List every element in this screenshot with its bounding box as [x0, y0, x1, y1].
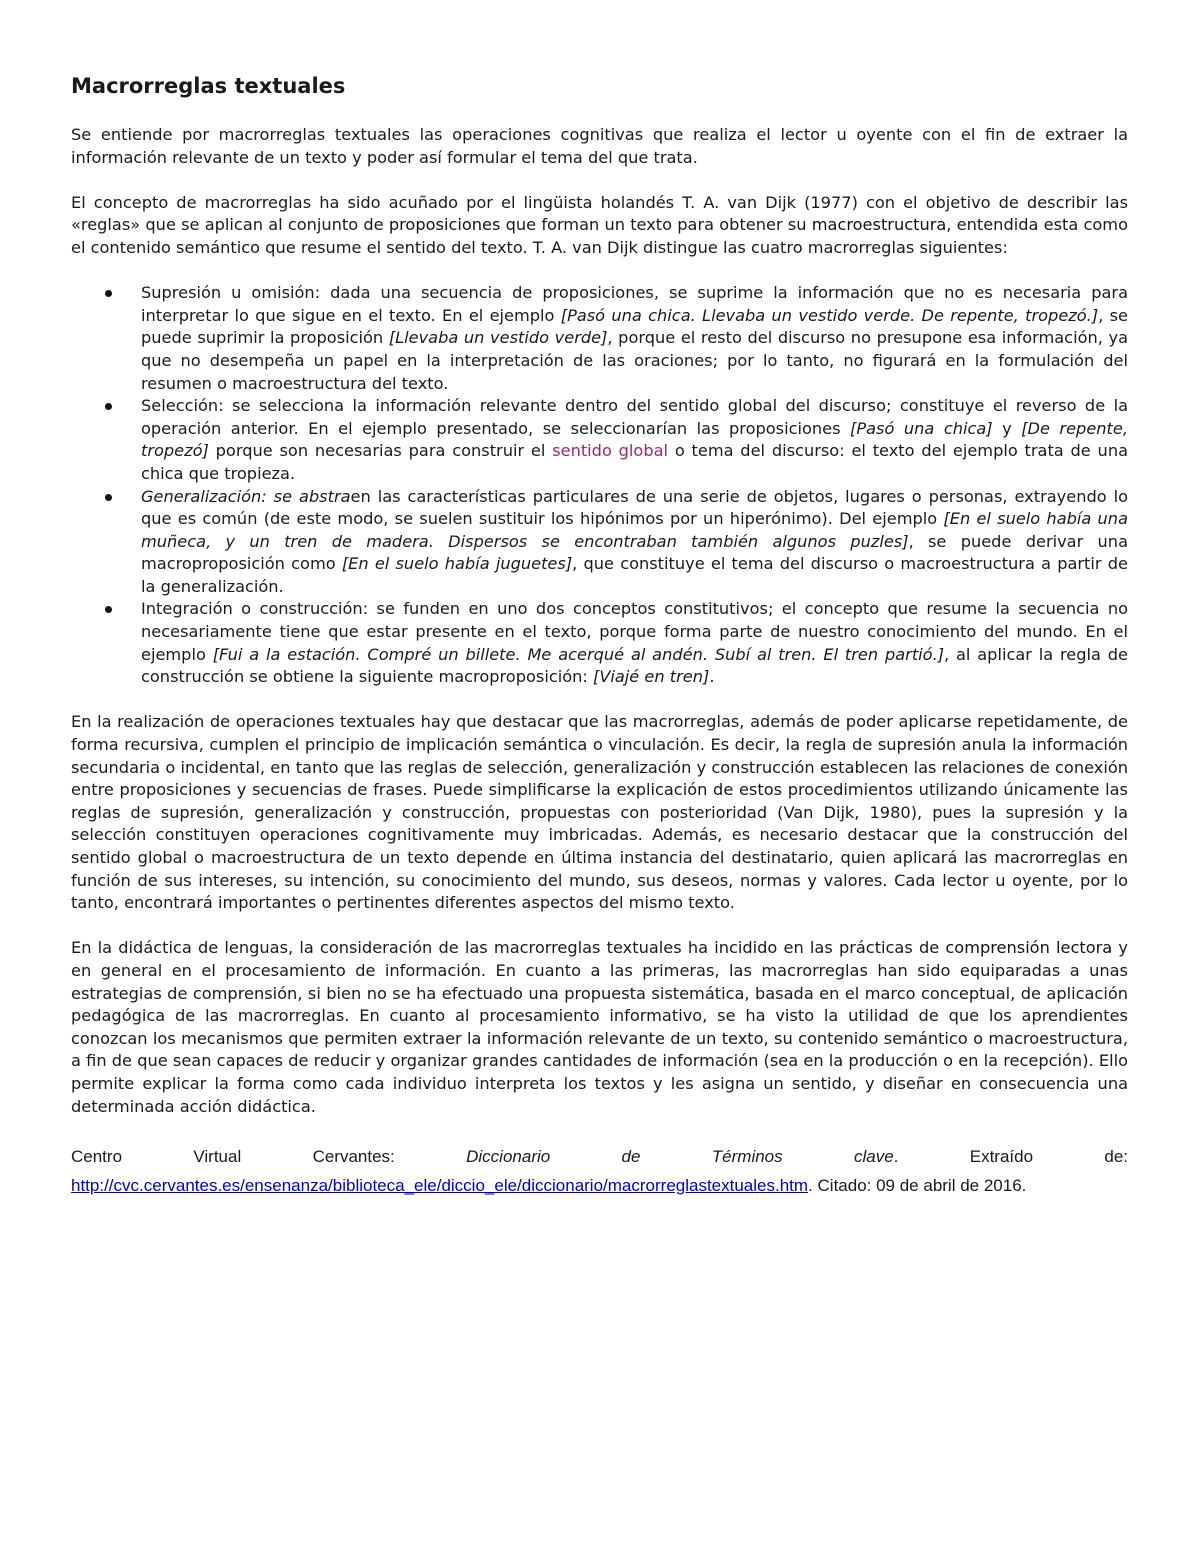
list-item-text: , que constituye el tema del discurso o macroestructura a partir de la generalización. — [141, 554, 1128, 596]
term-proposiciones[interactable]: proposiciones — [388, 215, 501, 235]
list-item-text: porque son necesarias para construir el — [208, 441, 553, 461]
paragraph-definition: Se entiende por macrorreglas textuales las operaciones cognitivas que realiza el lector u oyente con el fin de extraer la información relevante de un texto y poder así formular el tema del que trata. — [71, 125, 1128, 167]
list-item-seleccion — [71, 395, 1128, 485]
list-item-text: . — [709, 667, 715, 687]
bullet-icon — [105, 290, 112, 297]
list-item-text: Integración o construcción: se funden en uno dos conceptos constitutivos; el concepto que resume la secuencia no necesariamente tiene que estar presente en el texto, porque forma parte de nuestro conocimiento del mundo. En el ejemplo — [141, 599, 1128, 664]
term-comprension-lectora[interactable]: comprensión lectora — [945, 938, 1113, 958]
list-item-text: en las características particulares de una serie de objetos, lugares o personas, extrayendo lo que es común (de este modo, se suelen sustituir los hipónimos por un hiperónimo). Del ejemplo — [141, 486, 1128, 529]
list-item-text: Supresión u omisión: dada una secuencia de proposiciones, se suprime la información que no es necesaria para interpretar lo que sigue en el texto. En el ejemplo — [141, 283, 1128, 325]
example-text: [Pasó una chica. Llevaba un vestido verde. De repente, tropezó.] — [560, 305, 1099, 325]
list-item-text: , se puede suprimir la proposición — [141, 305, 1128, 348]
bullet-icon — [105, 494, 112, 501]
list-item-generalizacion — [71, 486, 1128, 599]
example-text: [De repente, tropezó] — [141, 418, 1128, 461]
example-text: [En el suelo había juguetes] — [341, 554, 573, 574]
paragraph-concept-text: , entendida esta como el contenido semántico que resume el sentido del texto. T. A. van Dijk distingue las cuatro macrorreglas siguientes: — [71, 215, 1128, 257]
citation-first-line — [71, 1142, 1128, 1171]
list-item-supresion — [71, 282, 1128, 395]
list-item-text: o tema del discurso: el texto del ejemplo trata de una chica que tropieza. — [141, 441, 1128, 483]
macrorule-list — [71, 282, 1128, 689]
example-text: [Viajé en tren] — [593, 667, 710, 687]
example-text: [Fui a la estación. Compré un billete. Me acerqué al andén. Subí al tren. El tren partió.] — [212, 644, 945, 664]
list-item-text: y — [992, 418, 1022, 438]
citation-date: . Citado: 09 de abril de 2016. — [808, 1176, 1027, 1196]
list-item-text: , porque el resto del discurso no presupone esa información, ya que no desempeña un papel en la interpretación de las oraciones; por lo tanto, no figurará en la formulación del resumen o macroestructura del texto. — [141, 328, 1129, 393]
page-title: Macrorreglas textuales — [71, 74, 346, 98]
paragraph-concept-text: El concepto de macrorreglas ha sido acuñado por el lingüista holandés T. A. van Dijk (1977) con el objetivo de describir las «reglas» que se aplican al conjunto de — [71, 192, 1128, 235]
example-text: [Pasó una chica] — [850, 418, 993, 438]
list-item-text: , se puede derivar una macroproposición como — [141, 531, 1128, 574]
paragraph-didactics-text: y en general en el procesamiento de información. En cuanto a las primeras, las macrorreglas han sido equiparadas a unas estrategias de comprensión, si bien no se ha efectuado una propuesta sistemática, basada en el marco conceptual, de aplicación pedagógica de las macrorreglas. En cuanto al procesamiento informativo, se ha visto la utilidad de que los aprendientes conozcan los mecanismos que permiten extraer la información relevante de un texto, su contenido semántico o macroestructura, a fin de que sean capaces de reducir y organizar grandes cantidades de información (sea en la producción o en la recepción). Ello permite explicar la forma como cada individuo interpreta los textos y les asigna un sentido, y diseñar en consecuencia una determinada acción didáctica. — [71, 938, 1128, 1116]
bullet-icon — [105, 403, 112, 410]
link-sentido-global[interactable]: sentido global — [552, 441, 669, 461]
example-text: Generalización: se abstra — [141, 486, 351, 506]
paragraph-concept-text: que forman un texto para obtener su — [500, 215, 812, 235]
paragraph-didactics — [71, 937, 1128, 1118]
term-macroestructura[interactable]: macroestructura — [811, 215, 947, 235]
list-item-integracion — [71, 598, 1128, 688]
list-item-text: , al aplicar la regla de construcción se obtiene la siguiente macroproposición: — [141, 644, 1128, 687]
citation — [71, 1142, 1128, 1200]
citation-source: Centro Virtual Cervantes: — [71, 1147, 467, 1167]
bullet-icon — [105, 606, 112, 613]
example-text: [Llevaba un vestido verde] — [388, 328, 608, 348]
citation-extracted-label: . Extraído de: — [893, 1147, 1129, 1167]
paragraph-operations: En la realización de operaciones textuales hay que destacar que las macrorreglas, además de poder aplicarse repetidamente, de forma recursiva, cumplen el principio de implicación semántica o vinculación. Es decir, la regla de supresión anula la información secundaria o incidental, en tanto que las reglas de selección, generalización y construcción establecen las relaciones de conexión entre proposiciones y secuencias de frases. Puede simplificarse la explicación de estos procedimientos utilizando únicamente las reglas de supresión, generalización y construcción, propuestas con posterioridad (Van Dijk, 1980), pues la supresión y la selección constituyen operaciones cognitivamente muy imbricadas. Además, es necesario destacar que la construcción del sentido global o macroestructura de un texto depende en última instancia del destinatario, quien aplicará las macrorreglas en función de sus intereses, su intención, su conocimiento del mundo, sus deseos, normas y valores. Cada lector u oyente, por lo tanto, encontrará importantes o pertinentes diferentes aspectos del mismo texto. — [71, 712, 1128, 913]
paragraph-didactics-text: En la didáctica de lenguas, la consideración de las macrorreglas textuales ha incidido en las prácticas de — [71, 938, 946, 958]
paragraph-concept — [71, 192, 1128, 260]
citation-url-link[interactable]: http://cvc.cervantes.es/ensenanza/biblioteca_ele/diccio_ele/diccionario/macrorreglastextuales.htm — [71, 1176, 809, 1196]
example-text: [En el suelo había una muñeca, y un tren de madera. Dispersos se encontraban también algunos puzles] — [141, 509, 1128, 551]
list-item-text: Selección: se selecciona la información relevante dentro del sentido global del discurso; constituye el reverso de la operación anterior. En el ejemplo presentado, se seleccionarían las proposiciones — [141, 396, 1128, 438]
citation-work-title: Diccionario de Términos clave — [466, 1147, 894, 1167]
